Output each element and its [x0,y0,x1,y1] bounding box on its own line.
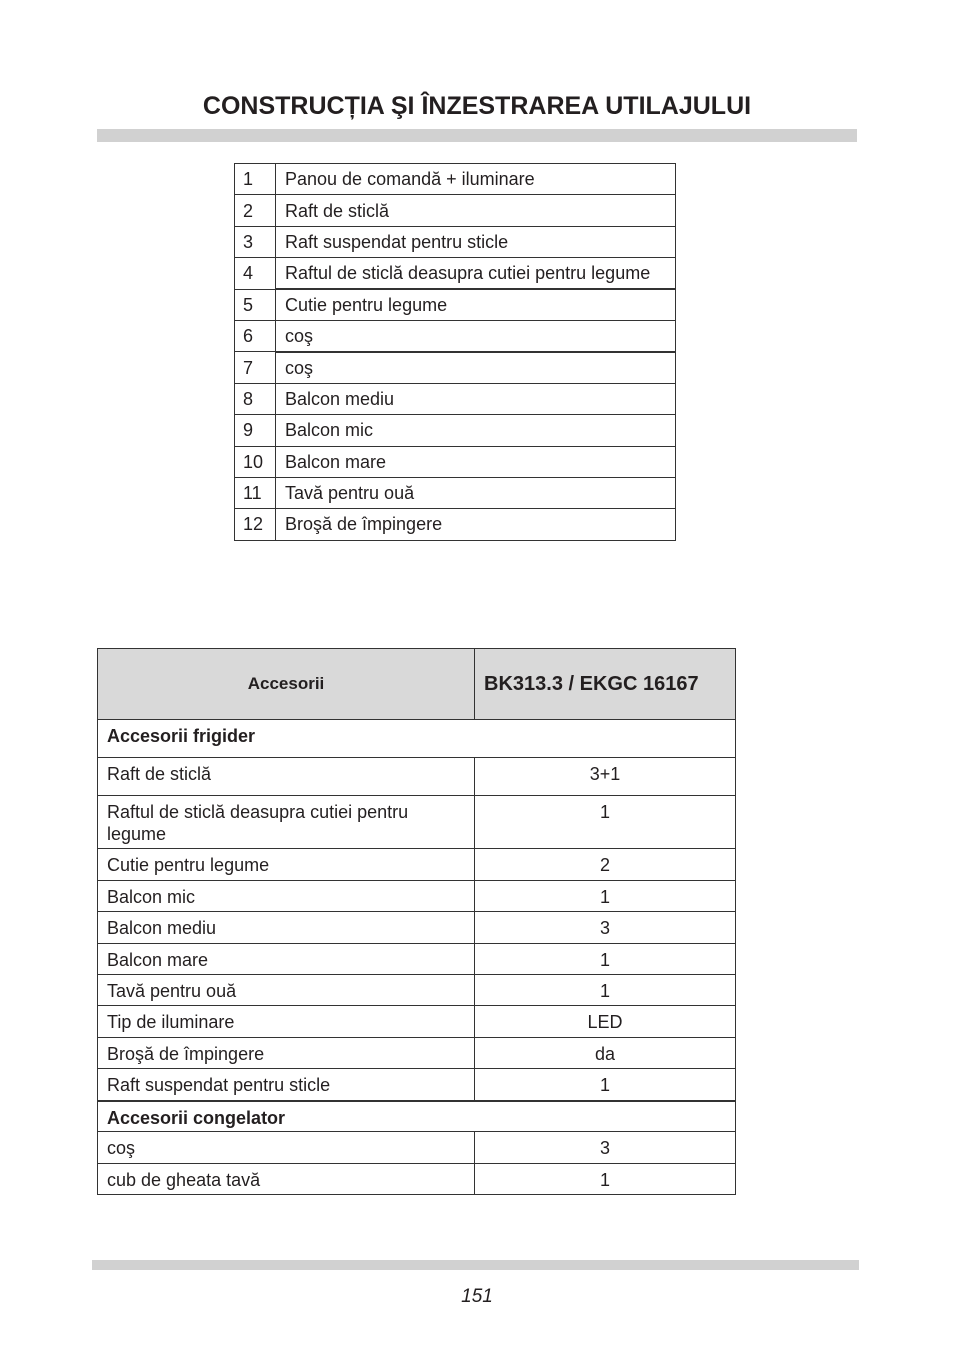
accessory-quantity: LED [475,1006,736,1038]
section-row [98,1101,736,1132]
accessory-quantity: 2 [475,849,736,881]
accessory-name: Tip de iluminare [98,1006,475,1038]
accessory-quantity: 1 [475,796,736,849]
part-name: Raft suspendat pentru sticle [276,226,676,257]
part-number: 9 [235,415,276,446]
section-heading-fridge: Accesorii frigider [98,720,736,758]
accessory-row [98,758,736,796]
accessory-quantity: 1 [475,975,736,1006]
part-number: 5 [235,289,276,320]
accessory-row [98,1006,736,1038]
accessory-quantity: da [475,1038,736,1069]
accessory-name: Tavă pentru ouă [98,975,475,1006]
accessory-quantity: 3+1 [475,758,736,796]
parts-row [235,446,676,477]
accessory-row [98,944,736,975]
accessory-quantity: 3 [475,1132,736,1164]
part-number: 10 [235,446,276,477]
parts-row [235,509,676,540]
accessory-quantity: 1 [475,1069,736,1101]
accessory-name: cub de gheata tavă [98,1164,475,1195]
title-divider [97,129,857,142]
accessory-row [98,849,736,881]
accessory-name: Raftul de sticlă deasupra cutiei pentru legume [98,796,475,849]
parts-row [235,477,676,508]
accessory-name: Balcon mic [98,881,475,912]
parts-row [235,352,676,383]
section-heading-freezer: Accesorii congelator [98,1101,736,1132]
parts-row [235,415,676,446]
part-name: Balcon mic [276,415,676,446]
part-number: 12 [235,509,276,540]
part-number: 4 [235,258,276,289]
parts-row [235,258,676,289]
accessory-row [98,1132,736,1164]
accessory-quantity: 1 [475,944,736,975]
part-name: Raftul de sticlă deasupra cutiei pentru legume [276,258,676,289]
part-name: Raft de sticlă [276,195,676,226]
part-number: 11 [235,477,276,508]
part-name: coş [276,320,676,351]
accessory-name: coş [98,1132,475,1164]
accessory-quantity: 1 [475,1164,736,1195]
part-number: 7 [235,352,276,383]
part-number: 2 [235,195,276,226]
accessory-quantity: 1 [475,881,736,912]
accessory-name: Raft de sticlă [98,758,475,796]
accessory-row [98,1164,736,1195]
part-name: coş [276,352,676,383]
part-name: Balcon mediu [276,383,676,414]
accessory-row [98,1069,736,1101]
section-row [98,720,736,758]
accessory-name: Balcon mediu [98,912,475,944]
model-column-header: BK313.3 / EKGC 16167 [475,649,736,720]
part-name: Broşă de împingere [276,509,676,540]
accessory-name: Cutie pentru legume [98,849,475,881]
accessories-header-row [98,649,736,720]
accessory-row [98,796,736,849]
part-number: 8 [235,383,276,414]
parts-table [234,163,676,541]
accessory-row [98,975,736,1006]
part-name: Tavă pentru ouă [276,477,676,508]
parts-row [235,383,676,414]
parts-row [235,226,676,257]
accessory-row [98,881,736,912]
accessory-row [98,1038,736,1069]
part-name: Balcon mare [276,446,676,477]
page-title: CONSTRUCȚIA ŞI ÎNZESTRAREA UTILAJULUI [202,92,752,120]
accessories-column-header: Accesorii [98,649,475,720]
parts-row [235,195,676,226]
accessory-name: Raft suspendat pentru sticle [98,1069,475,1101]
page-number: 151 [461,1286,493,1307]
accessory-row [98,912,736,944]
part-name: Cutie pentru legume [276,289,676,320]
accessory-name: Balcon mare [98,944,475,975]
parts-row [235,289,676,320]
parts-row [235,320,676,351]
part-name: Panou de comandă + iluminare [276,164,676,195]
part-number: 3 [235,226,276,257]
footer-divider [92,1260,859,1270]
accessory-name: Broşă de împingere [98,1038,475,1069]
parts-row [235,164,676,195]
accessories-table [97,648,736,1195]
accessory-quantity: 3 [475,912,736,944]
part-number: 1 [235,164,276,195]
part-number: 6 [235,320,276,351]
